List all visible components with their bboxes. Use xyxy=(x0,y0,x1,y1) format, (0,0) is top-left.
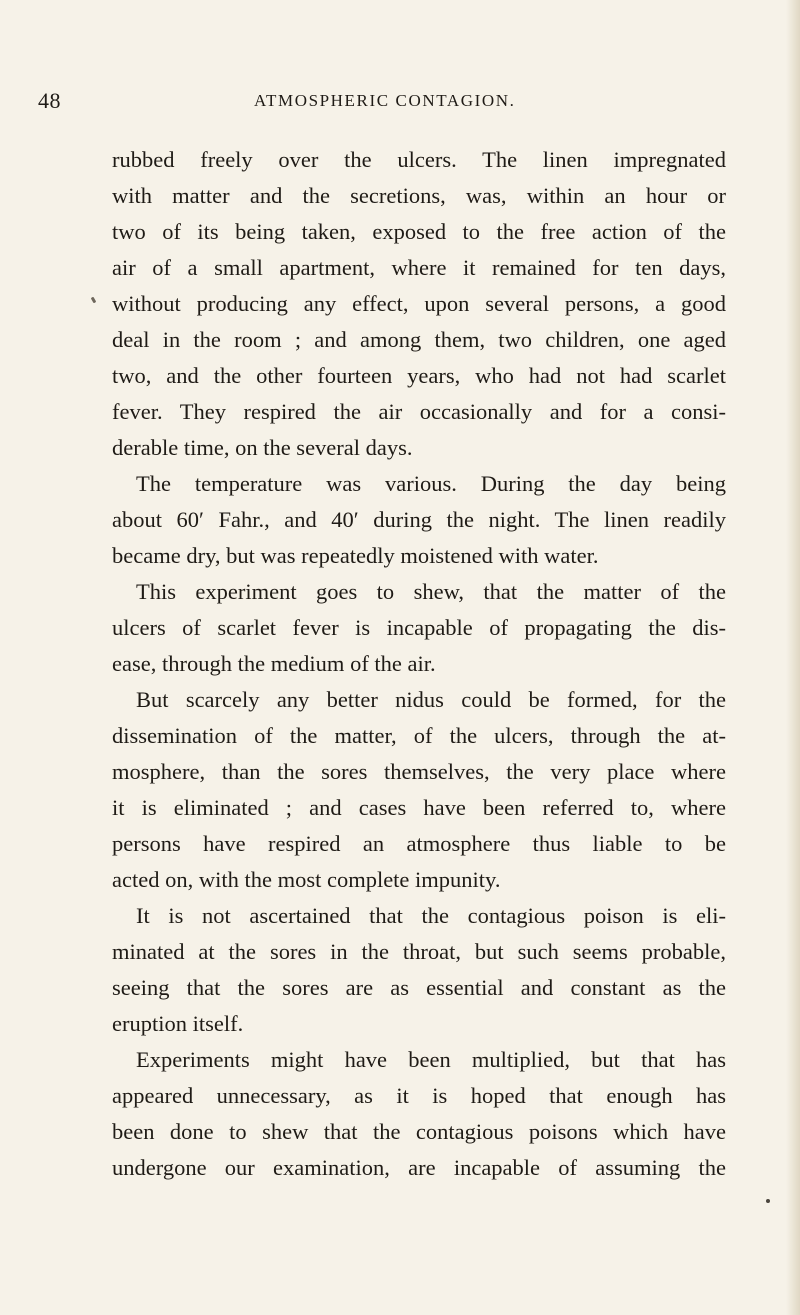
text-line: been done to shew that the contagious poisons which have xyxy=(112,1119,726,1144)
text-line: fever. They respired the air occasionally and for a consi- xyxy=(112,399,726,424)
text-line: air of a small apartment, where it remained for ten days, xyxy=(112,255,726,280)
paragraph-first-line: The temperature was various. During the day being xyxy=(136,471,726,496)
text-line: rubbed freely over the ulcers. The linen impregnated xyxy=(112,147,726,172)
paragraph-first-line: It is not ascertained that the contagious poison is eli- xyxy=(136,903,726,928)
text-line: ease, through the medium of the air. xyxy=(112,651,436,676)
text-line: dissemination of the matter, of the ulcers, through the at- xyxy=(112,723,726,748)
text-line: acted on, with the most complete impunity. xyxy=(112,867,501,892)
text-line: two, and the other fourteen years, who had not had scarlet xyxy=(112,363,726,388)
text-line: without producing any effect, upon several persons, a good xyxy=(112,291,726,316)
text-line: undergone our examination, are incapable of assuming the xyxy=(112,1155,726,1180)
page-header xyxy=(38,88,738,118)
text-line: seeing that the sores are as essential and constant as the xyxy=(112,975,726,1000)
text-line: derable time, on the several days. xyxy=(112,435,413,460)
text-line: two of its being taken, exposed to the free action of the xyxy=(112,219,726,244)
running-head: ATMOSPHERIC CONTAGION. xyxy=(254,91,516,110)
text-line: became dry, but was repeatedly moistened with water. xyxy=(112,543,599,568)
text-line: mosphere, than the sores themselves, the very place where xyxy=(112,759,726,784)
text-line: persons have respired an atmosphere thus liable to be xyxy=(112,831,726,856)
text-line: with matter and the secretions, was, within an hour or xyxy=(112,183,726,208)
margin-speck xyxy=(91,297,97,304)
paragraph-first-line: But scarcely any better nidus could be formed, for the xyxy=(136,687,726,712)
paragraph-first-line: Experiments might have been multiplied, but that has xyxy=(136,1047,726,1072)
text-line: deal in the room ; and among them, two children, one aged xyxy=(112,327,726,352)
text-line: minated at the sores in the throat, but such seems probable, xyxy=(112,939,726,964)
text-line: about 60′ Fahr., and 40′ during the night. The linen readily xyxy=(112,507,726,532)
paragraph-first-line: This experiment goes to shew, that the matter of the xyxy=(136,579,726,604)
text-line: ulcers of scarlet fever is incapable of propagating the dis- xyxy=(112,615,726,640)
text-line: appeared unnecessary, as it is hoped that enough has xyxy=(112,1083,726,1108)
page-number: 48 xyxy=(38,88,61,113)
page-edge-shadow xyxy=(786,0,800,1315)
text-line: eruption itself. xyxy=(112,1011,244,1036)
text-line: it is eliminated ; and cases have been referred to, where xyxy=(112,795,726,820)
edge-speck xyxy=(766,1199,770,1203)
